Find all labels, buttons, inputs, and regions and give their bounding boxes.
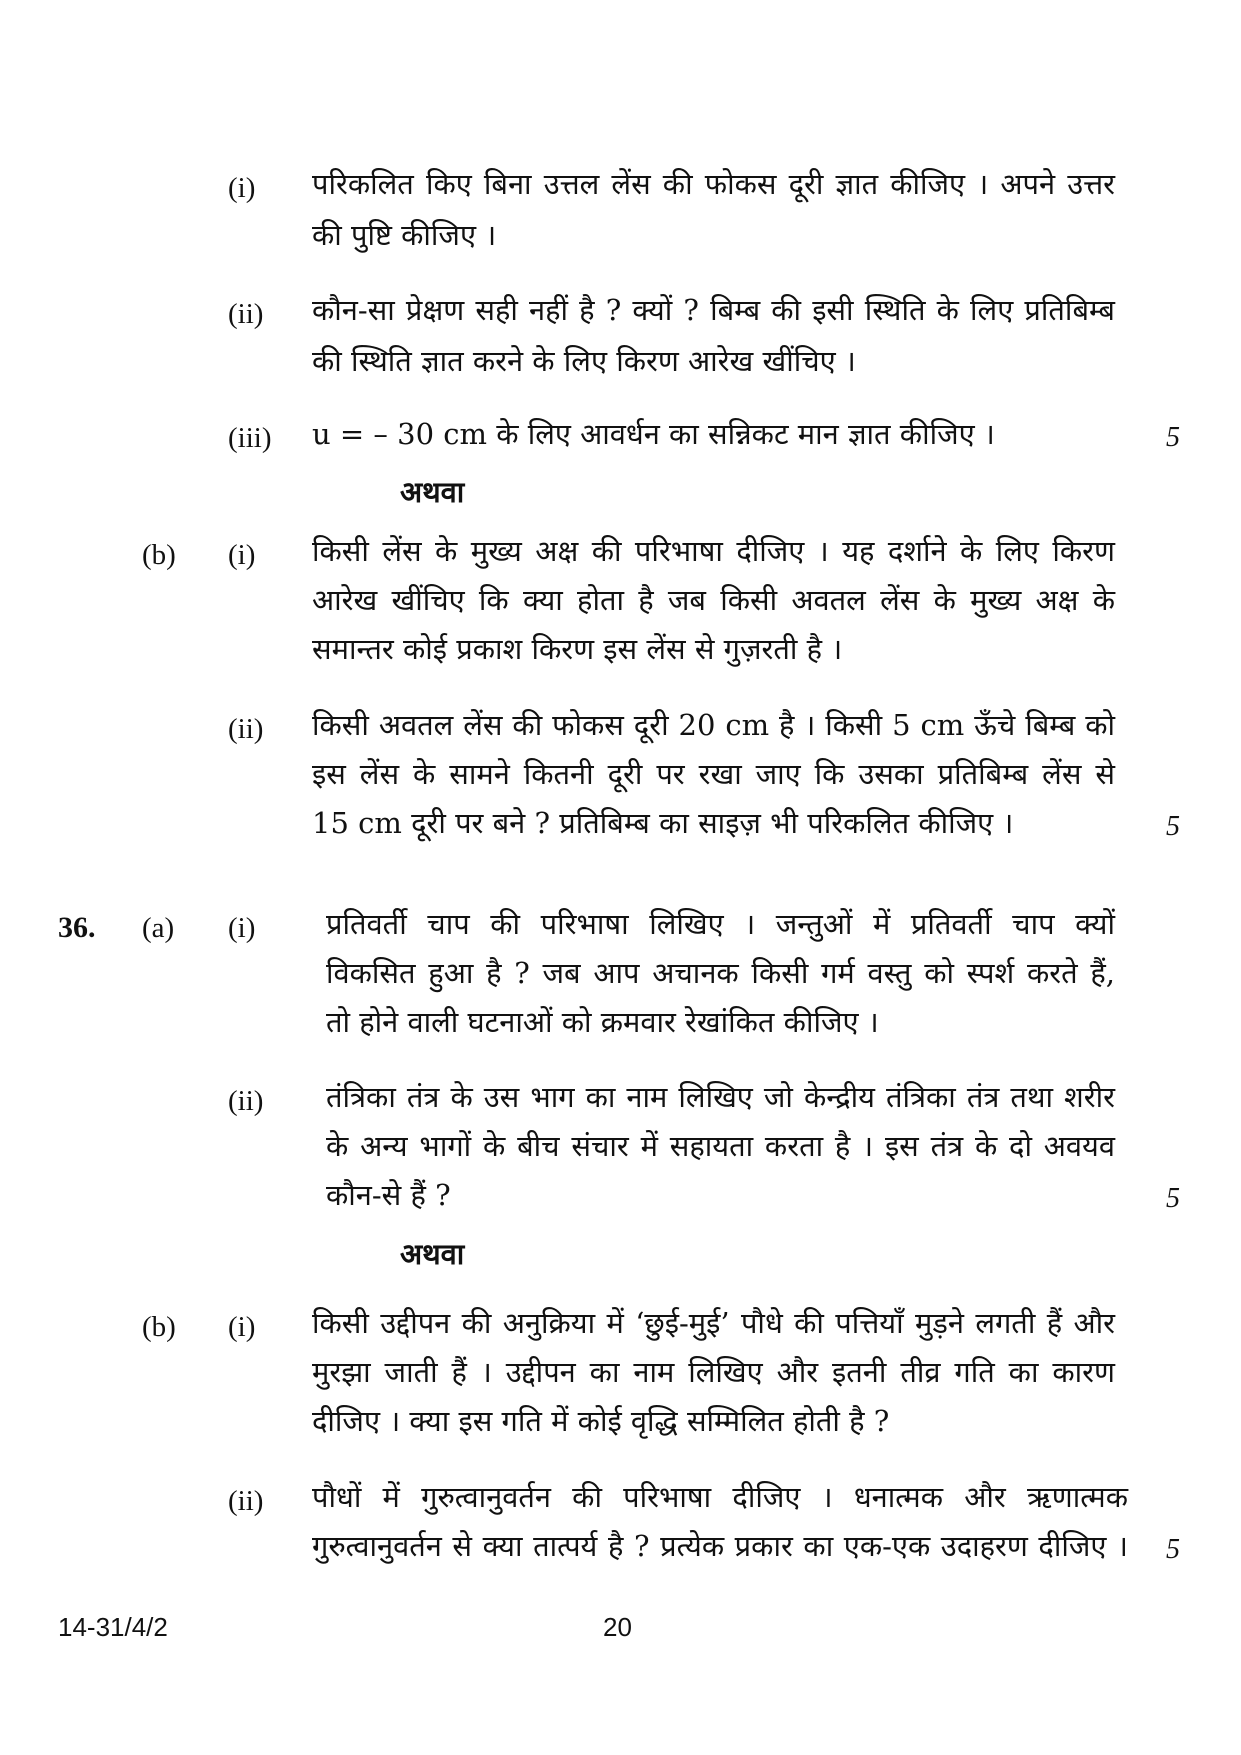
text-line: दीजिए । क्या इस गति में कोई वृद्धि सम्मिलित होती है ? (312, 1404, 890, 1438)
page-number: 20 (603, 1612, 632, 1642)
text-line: इस लेंस के सामने कितनी दूरी पर रखा जाए कि उसका प्रतिबिम्ब लेंस से (312, 757, 1115, 791)
or-separator: अथवा (400, 475, 465, 509)
text-line: कौन-से हैं ? (326, 1178, 451, 1212)
marks: 5 (1166, 1183, 1180, 1214)
paper-code: 14-31/4/2 (58, 1612, 168, 1642)
text-line: परिकलित किए बिना उत्तल लेंस की फोकस दूरी ज्ञात कीजिए । अपने उत्तर (312, 167, 1115, 201)
text-line: किसी अवतल लेंस की फोकस दूरी 20 cm है । किसी 5 cm ऊँचे बिम्ब को (312, 708, 1115, 742)
text-line: तंत्रिका तंत्र के उस भाग का नाम लिखिए जो केन्द्रीय तंत्रिका तंत्र तथा शरीर (326, 1080, 1115, 1114)
text-line: समान्तर कोई प्रकाश किरण इस लेंस से गुज़रती है । (312, 632, 843, 666)
text-line: प्रतिवर्ती चाप की परिभाषा लिखिए । जन्तुओं में प्रतिवर्ती चाप क्यों (326, 907, 1115, 941)
text-line: पौधों में गुरुत्वानुवर्तन की परिभाषा दीजिए । धनात्मक और ऋणात्मक (312, 1480, 1128, 1514)
text-line: तो होने वाली घटनाओं को क्रमवार रेखांकित कीजिए । (326, 1005, 879, 1039)
subpart-label: (i) (228, 1311, 256, 1343)
subpart-label: (ii) (228, 1085, 264, 1117)
marks: 5 (1166, 1534, 1180, 1565)
text-line: कौन-सा प्रेक्षण सही नहीं है ? क्यों ? बिम्ब की इसी स्थिति के लिए प्रतिबिम्ब (312, 293, 1115, 327)
text-line: के अन्य भागों के बीच संचार में सहायता करता है । इस तंत्र के दो अवयव (326, 1129, 1115, 1163)
subpart-label: (i) (228, 172, 256, 204)
text-line: 15 cm दूरी पर बने ? प्रतिबिम्ब का साइज़ भी परिकलित कीजिए । (312, 806, 1014, 840)
subpart-label: (i) (228, 912, 256, 944)
marks: 5 (1166, 422, 1180, 453)
text-line: किसी उद्दीपन की अनुक्रिया में ‘छुई-मुई’ पौधे की पत्तियाँ मुड़ने लगती हैं और (312, 1306, 1115, 1340)
question-number: 36. (58, 911, 96, 944)
part-label: (b) (142, 539, 176, 571)
marks: 5 (1166, 811, 1180, 842)
text-line: की स्थिति ज्ञात करने के लिए किरण आरेख खींचिए । (312, 344, 856, 378)
text-line: गुरुत्वानुवर्तन से क्या तात्पर्य है ? प्रत्येक प्रकार का एक-एक उदाहरण दीजिए । (312, 1529, 1128, 1563)
text-line: किसी लेंस के मुख्य अक्ष की परिभाषा दीजिए । यह दर्शाने के लिए किरण (312, 534, 1115, 568)
text-line: आरेख खींचिए कि क्या होता है जब किसी अवतल लेंस के मुख्य अक्ष के (312, 583, 1115, 617)
text-line: u = – 30 cm के लिए आवर्धन का सन्निकट मान ज्ञात कीजिए । (312, 417, 995, 451)
or-separator: अथवा (400, 1237, 465, 1271)
subpart-label: (ii) (228, 1485, 264, 1517)
text-line: मुरझा जाती हैं । उद्दीपन का नाम लिखिए और इतनी तीव्र गति का कारण (312, 1355, 1115, 1389)
text-line: की पुष्टि कीजिए । (312, 218, 497, 252)
text-line: विकसित हुआ है ? जब आप अचानक किसी गर्म वस्तु को स्पर्श करते हैं, (326, 956, 1115, 990)
subpart-label: (ii) (228, 713, 264, 745)
part-label: (b) (142, 1311, 176, 1343)
part-label: (a) (142, 912, 175, 944)
subpart-label: (i) (228, 539, 256, 571)
subpart-label: (ii) (228, 298, 264, 330)
subpart-label: (iii) (228, 422, 272, 454)
